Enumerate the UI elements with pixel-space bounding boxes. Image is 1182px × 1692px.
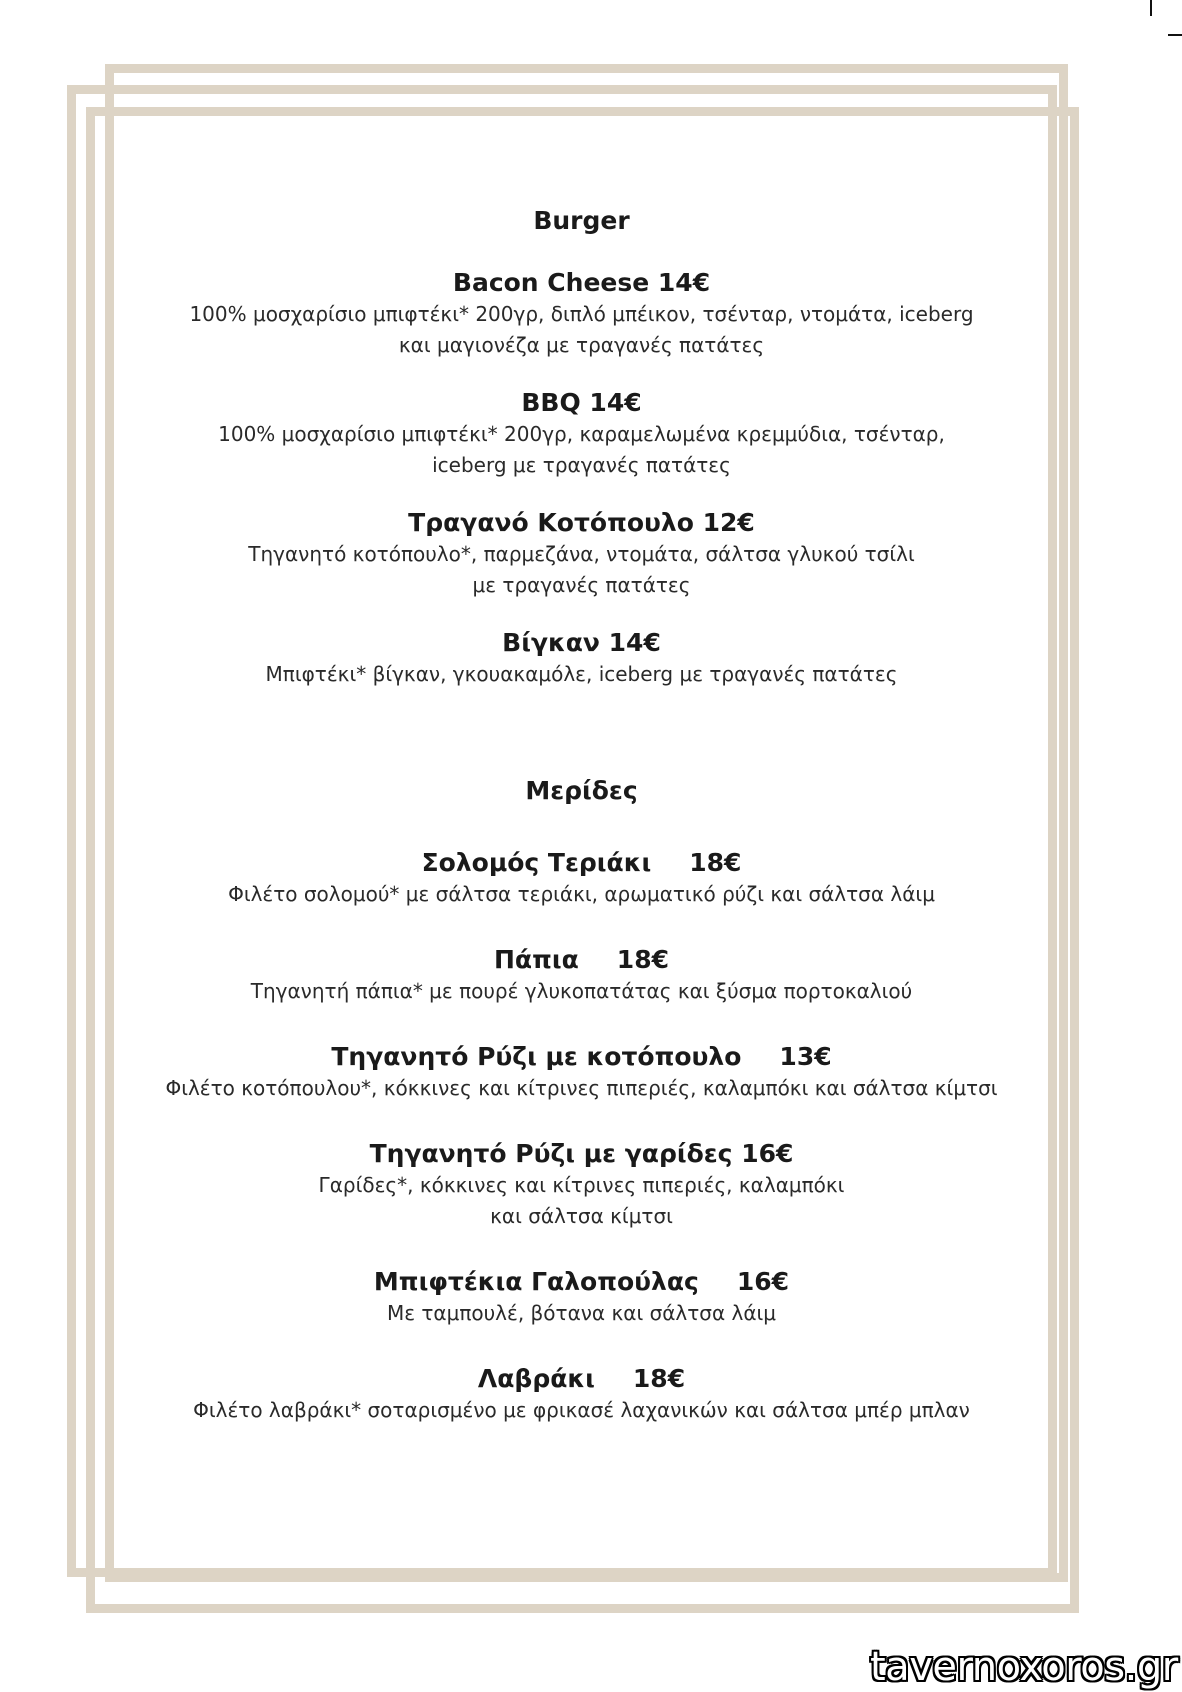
menu-item bbox=[120, 1266, 1043, 1329]
item-description: και σάλτσα κίμτσι bbox=[490, 1204, 673, 1228]
item-description: 100% μοσχαρίσιο μπιφτέκι* 200γρ, διπλό μπέικον, τσένταρ, ντομάτα, iceberg bbox=[189, 302, 974, 326]
item-title: Λαβράκι bbox=[477, 1364, 595, 1393]
crop-mark-vertical bbox=[1150, 0, 1152, 16]
item-price: 18€ bbox=[689, 848, 742, 877]
item-description: Με ταμπουλέ, βότανα και σάλτσα λάιμ bbox=[386, 1301, 777, 1325]
merides-section bbox=[120, 775, 1043, 1426]
item-description: Φιλέτο λαβράκι* σοταρισμένο με φρικασέ λαχανικών και σάλτσα μπέρ μπλαν bbox=[193, 1398, 970, 1422]
menu-item bbox=[120, 1138, 1043, 1232]
menu-item bbox=[120, 627, 1043, 690]
item-title: Μπιφτέκια Γαλοπούλας bbox=[373, 1267, 699, 1296]
item-description: Φιλέτο σολομού* με σάλτσα τεριάκι, αρωματικό ρύζι και σάλτσα λάιμ bbox=[228, 882, 935, 906]
item-price: 18€ bbox=[632, 1364, 686, 1393]
menu-page bbox=[120, 205, 1043, 1426]
item-description: με τραγανές πατάτες bbox=[472, 573, 691, 597]
menu-item bbox=[120, 1363, 1043, 1426]
item-name bbox=[120, 944, 1043, 976]
item-name: Bacon Cheese 14€ bbox=[452, 268, 711, 297]
item-description: Τηγανητή πάπια* με πουρέ γλυκοπατάτας και ξύσμα πορτοκαλιού bbox=[250, 979, 913, 1003]
menu-item bbox=[120, 507, 1043, 601]
item-description: Φιλέτο κοτόπουλου*, κόκκινες και κίτρινες πιπεριές, καλαμπόκι και σάλτσα κίμτσι bbox=[165, 1076, 998, 1100]
item-name: Τραγανό Κοτόπουλο 12€ bbox=[408, 508, 755, 537]
item-description: Μπιφτέκι* βίγκαν, γκουακαμόλε, iceberg με τραγανές πατάτες bbox=[265, 662, 898, 686]
item-description: και μαγιονέζα με τραγανές πατάτες bbox=[398, 333, 765, 357]
item-name: Βίγκαν 14€ bbox=[502, 628, 661, 657]
menu-item bbox=[120, 387, 1043, 481]
item-name bbox=[120, 1041, 1043, 1073]
item-name bbox=[120, 1363, 1043, 1395]
item-name: Τηγανητό Ρύζι με γαρίδες 16€ bbox=[369, 1139, 794, 1168]
menu-item bbox=[120, 1041, 1043, 1104]
item-name bbox=[120, 1266, 1043, 1298]
section-title-merides: Μερίδες bbox=[525, 776, 638, 805]
item-name bbox=[120, 847, 1043, 879]
item-price: 16€ bbox=[736, 1267, 790, 1296]
item-name: BBQ 14€ bbox=[521, 388, 642, 417]
item-description: 100% μοσχαρίσιο μπιφτέκι* 200γρ, καραμελωμένα κρεμμύδια, τσένταρ, bbox=[218, 422, 945, 446]
crop-mark-horizontal bbox=[1168, 34, 1182, 36]
menu-item bbox=[120, 267, 1043, 361]
item-price: 18€ bbox=[616, 945, 669, 974]
burger-section bbox=[120, 205, 1043, 690]
item-description: Γαρίδες*, κόκκινες και κίτρινες πιπεριές, καλαμπόκι bbox=[318, 1173, 845, 1197]
item-title: Τηγανητό Ρύζι με κοτόπουλο bbox=[331, 1042, 742, 1071]
item-price: 13€ bbox=[779, 1042, 832, 1071]
item-description: Τηγανητό κοτόπουλο*, παρμεζάνα, ντομάτα, σάλτσα γλυκού τσίλι bbox=[248, 542, 915, 566]
menu-item bbox=[120, 944, 1043, 1007]
site-watermark: tavernoxoros.gr bbox=[852, 1642, 1182, 1692]
item-title: Σολομός Τεριάκι bbox=[421, 848, 652, 877]
item-title: Πάπια bbox=[494, 945, 579, 974]
item-description: iceberg με τραγανές πατάτες bbox=[432, 453, 731, 477]
section-title-burger: Burger bbox=[533, 206, 630, 235]
menu-item bbox=[120, 847, 1043, 910]
